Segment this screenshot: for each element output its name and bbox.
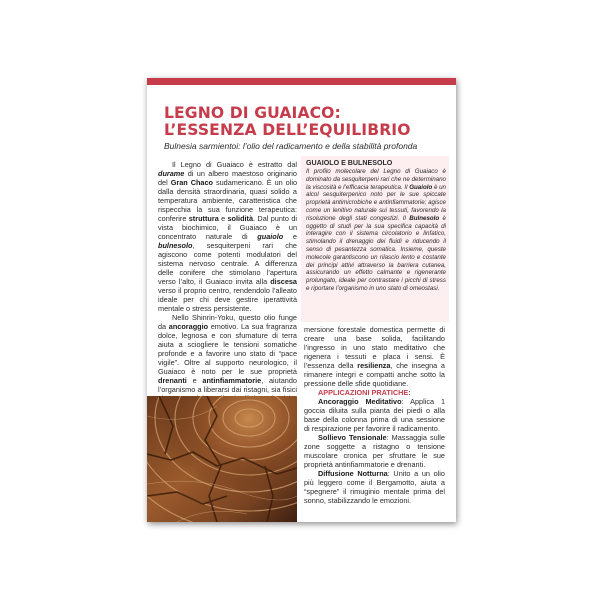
column-right [304,325,445,505]
application-item: Diffusione Notturna: Unito a un olio più leggero come il Bergamotto, aiuta a “spegnere” il rimuginio mentale prima del sonno, stabilizzando le emozioni. [304,469,445,505]
box-text: Il profilo molecolare del Legno di Guaiaco è dominato da sesquiterpeni rari che ne determinano la viscosità e l’efficacia terapeutica. Il Guaiolo è un alcol sesquiterpenico noto per le sue spiccate proprietà antimicrobiche e antinfiammatorie; agisce come un lenitivo naturale sui tessuti, favorendo la risoluzione degli stati congestizi. Il Bulnesolo è oggetto di studi per la sua specifica capacità di interagire con il sistema circolatorio e linfatico, stimolando il drenaggio dei fluidi e riducendo il senso di pesantezza somatica. Insieme, queste molecole garantiscono un rilascio lento e costante dei principi attivi attraverso la barriera cutanea, assicurando un effetto calmante e rigenerante prolungato, ideale per contrastare i picchi di stress e riportare l’organismo in uno stato di omeostasi. [306,168,446,292]
magazine-page [147,78,456,522]
applications-heading: APPLICAZIONI PRATICHE: [318,388,411,397]
guaiac-wood-photo [147,396,297,522]
paragraph-shinrin-yoku: Nello Shinrin-Yoku, questo olio funge da ancoraggio emotivo. La sua fragranza dolce, legnosa e con sfumature di terra aiuta a sciogliere le tensioni somatiche profonde e a favorire uno stato di “pace vigile”. Oltre al supporto neurologico, il Guaiaco è noto per le sue proprietà drenanti e antinfiammatorie, aiutando l’organismo a liberarsi dai ristagni, sia fisici [158,313,297,394]
title-line-1: LEGNO DI GUAIACO: [164,104,341,122]
paragraph-continuation: mersione forestale domestica permette di creare una base solida, facilitando l’ingresso in uno stato meditativo che rigenera i tessuti e placa i sensi. È l’essenza della resilienza, che insegna a rimanere integri e compatti anche sotto la pressione delle sfide quotidiane. [304,325,445,388]
article-subtitle: Bulnesia sarmientoi: l’olio del radicamento e della stabilità profonda [164,141,418,151]
title-line-2: L’ESSENZA DELL’EQUILIBRIO [164,121,411,139]
accent-bar [147,78,456,85]
application-item: Ancoraggio Meditativo: Applica 1 goccia diluita sulla pianta dei piedi o alla base della colonna prima di una sessione di respirazione per favorire il radicamento. [304,397,445,433]
application-item: Sollievo Tensionale: Massaggia sulle zone soggette a ristagno o tensione muscolare cronica per sfruttare le sue proprietà antinfiammatorie e drenanti. [304,433,445,469]
sidebar-box-molecules [301,156,449,322]
box-heading: GUAIOLO E BULNESOLO [306,159,393,167]
column-left [158,160,297,421]
article-title [164,105,449,139]
paragraph-intro: Il Legno di Guaiaco è estratto dal durame di un albero maestoso originario del Gran Chaco sudamericano. È un olio dalla densità straordinaria, quasi solido a temperatura ambiente, caratteristica che rispecchia la sua funzione terapeutica: conferire struttura e solidità. Dal punto di vista biochimico, il Guaiaco è un concentrato naturale di guaiolo e bulnesolo, sesquiterpeni rari che agiscono come potenti modulatori del sistema nervoso centrale. A differenza delle conifere che stimolano l’apertura verso l’alto, il Guaiaco invita alla discesa verso il proprio centro, rendendolo l’alleato ideale per chi deve gestire iperattività mentale o stress persistente. [158,160,298,313]
